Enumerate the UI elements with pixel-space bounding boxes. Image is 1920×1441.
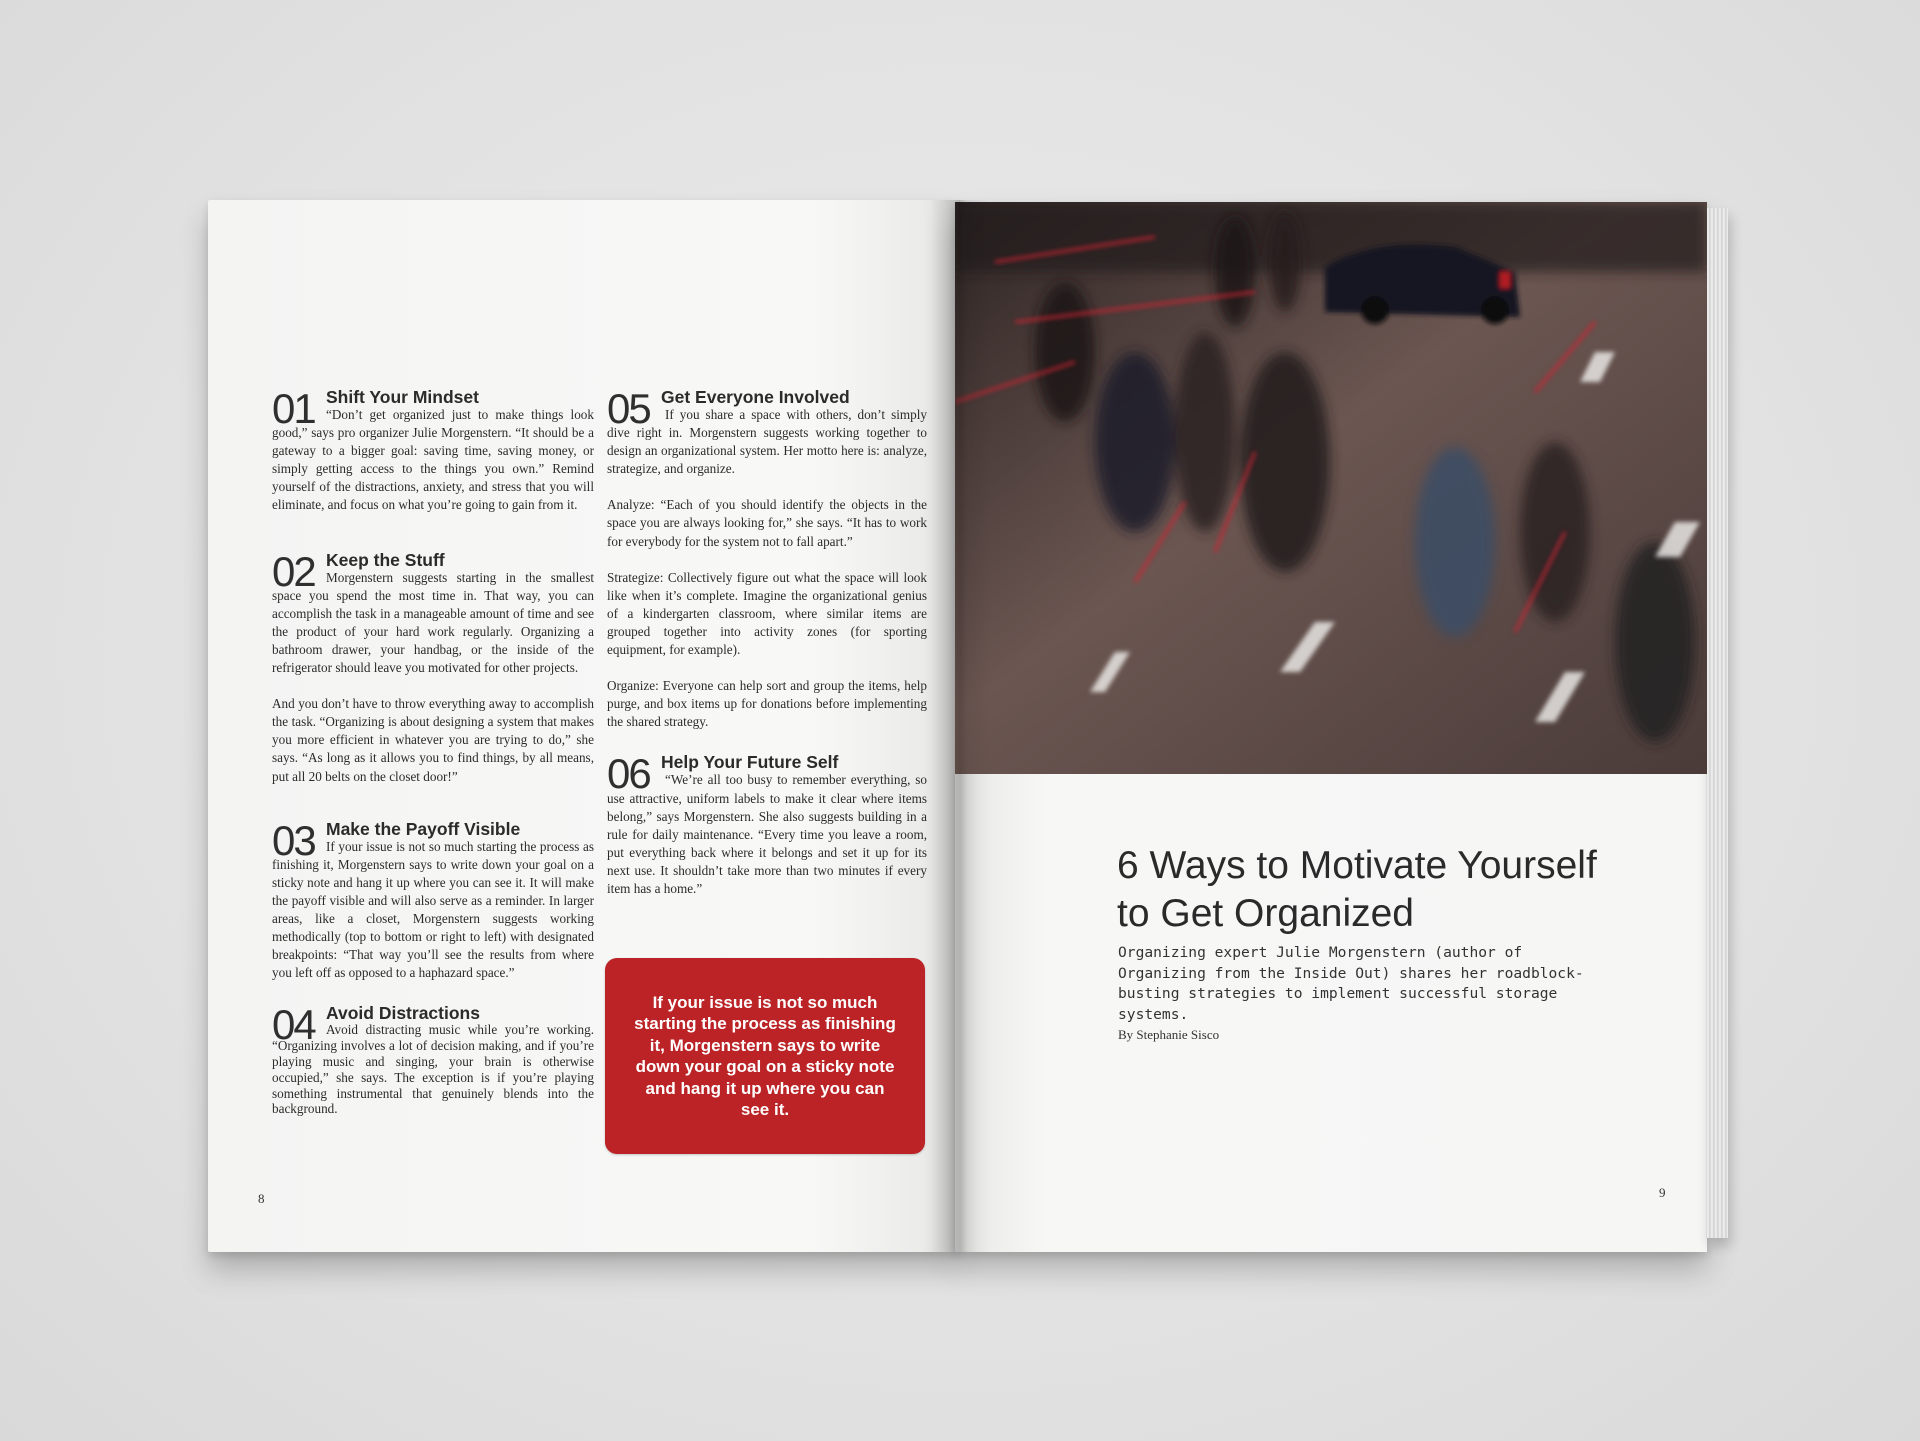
section-title: Make the Payoff Visible <box>326 818 521 839</box>
pull-quote-text: If your issue is not so much starting the process as finishing it, Morgenstern says to write down your goal on a sticky note and hang it up where you can see it. <box>634 992 896 1119</box>
section-header <box>607 385 927 432</box>
section-title: Help Your Future Self <box>661 752 839 773</box>
section-04 <box>272 1001 594 1117</box>
text-column-left <box>272 385 594 1117</box>
section-title: Keep the Stuff <box>326 549 445 570</box>
photo-illustration <box>955 202 1707 774</box>
section-06 <box>607 750 927 898</box>
section-paragraph: If your issue is not so much starting the process as finishing it, Morgenstern says to write down your goal on a sticky note and hang it up where you can see it. It will make the payoff visible and will also serve as a reminder. In larger areas, like a closet, Morgenstern suggests working methodically (top to bottom or right to left) with designated breakpoints: “That way you’ll see the results from where you left off as opposed to a haphazard space.” <box>272 838 594 981</box>
section-title: Get Everyone Involved <box>661 387 850 407</box>
section-number: 02 <box>272 547 315 595</box>
section-paragraph: If you share a space with others, don’t simply dive right in. Morgenstern suggests working together to design an organizational system. Her motto here is: analyze, strategize, and organize. <box>607 407 927 477</box>
section-header <box>272 816 594 864</box>
section-paragraph: “We’re all too busy to remember everything, so use attractive, uniform labels to make it clear where items belong,” says Morgenstern. She also suggests building in a rule for daily maintenance. “Every time you leave a room, put everything back where it belongs and set it up for its next use. It shouldn’t take more than two minutes if every item has a home.” <box>607 772 927 896</box>
section-header <box>272 385 594 432</box>
section-paragraph: Analyze: “Each of you should identify the objects in the space you are always looking for,” she says. “It has to work for everybody for the system not to fall apart.” <box>607 497 927 549</box>
section-paragraph: Organize: Everyone can help sort and group the items, help purge, and box items up for donations before implementing the shared strategy. <box>607 678 927 730</box>
section-paragraph: “Don’t get organized just to make things look good,” says pro organizer Julie Morgenstern. “It should be a gateway to a bigger goal: saving time, saving money, or simply getting access to the things you own.” Remind yourself of the distractions, anxiety, and stress that you will eliminate, and focus on what you’re going to gain from it. <box>272 407 594 513</box>
section-header <box>272 1001 594 1049</box>
section-03 <box>272 816 594 983</box>
page-number-left: 8 <box>258 1191 265 1206</box>
section-number: 01 <box>272 385 315 432</box>
section-number: 05 <box>607 385 650 432</box>
article-deck: Organizing expert Julie Morgenstern (author of Organizing from the Inside Out) shares her roadblock-busting strategies to implement successful storage systems. <box>1118 944 1584 1023</box>
text-column-right <box>607 385 927 898</box>
section-paragraph: Strategize: Collectively figure out what the space will look like when it’s complete. Imagine the organizational genius of a kindergarten classroom, where similar items are grouped together into activity zones (for sporting equipment, for example). <box>607 569 927 658</box>
pull-quote-box <box>605 958 925 1154</box>
section-05 <box>607 385 927 731</box>
section-paragraph: Avoid distracting music while you’re working. “Organizing involves a lot of decision making, and if you’re playing music and singing, your brain is otherwise occupied,” she says. The exception is if you’re playing something instrumental that genuinely blends into the background. <box>272 1022 594 1117</box>
section-number: 04 <box>272 1001 315 1049</box>
article-byline: By Stephanie Sisco <box>1118 1027 1220 1042</box>
section-title: Avoid Distractions <box>326 1003 480 1024</box>
motion-blur-street-photo <box>955 202 1707 774</box>
section-number: 03 <box>272 816 315 864</box>
section-paragraph: Morgenstern suggests starting in the smallest space you spend the most time in. That way, you can accomplish the task in a manageable amount of time and see the product of your hard work regularly. Organizing a bathroom drawer, your handbag, or the inside of the refrigerator should leave you motivated for other projects. <box>272 569 594 676</box>
section-02 <box>272 547 594 786</box>
section-01 <box>272 385 594 515</box>
page-number-right: 9 <box>1659 1185 1666 1200</box>
section-header <box>607 750 927 798</box>
section-paragraph: And you don’t have to throw everything away to accomplish the task. “Organizing is about designing a system that makes you more efficient in whatever you are trying to do,” she says. “As long as it allows you to find things, by all means, put all 20 belts on the closet door!” <box>272 696 594 784</box>
section-title: Shift Your Mindset <box>326 387 479 407</box>
article-headline: 6 Ways to Motivate Yourself to Get Organized <box>1117 844 1597 935</box>
page-edges <box>1706 208 1728 1238</box>
section-header <box>272 547 594 595</box>
section-number: 06 <box>607 750 650 798</box>
